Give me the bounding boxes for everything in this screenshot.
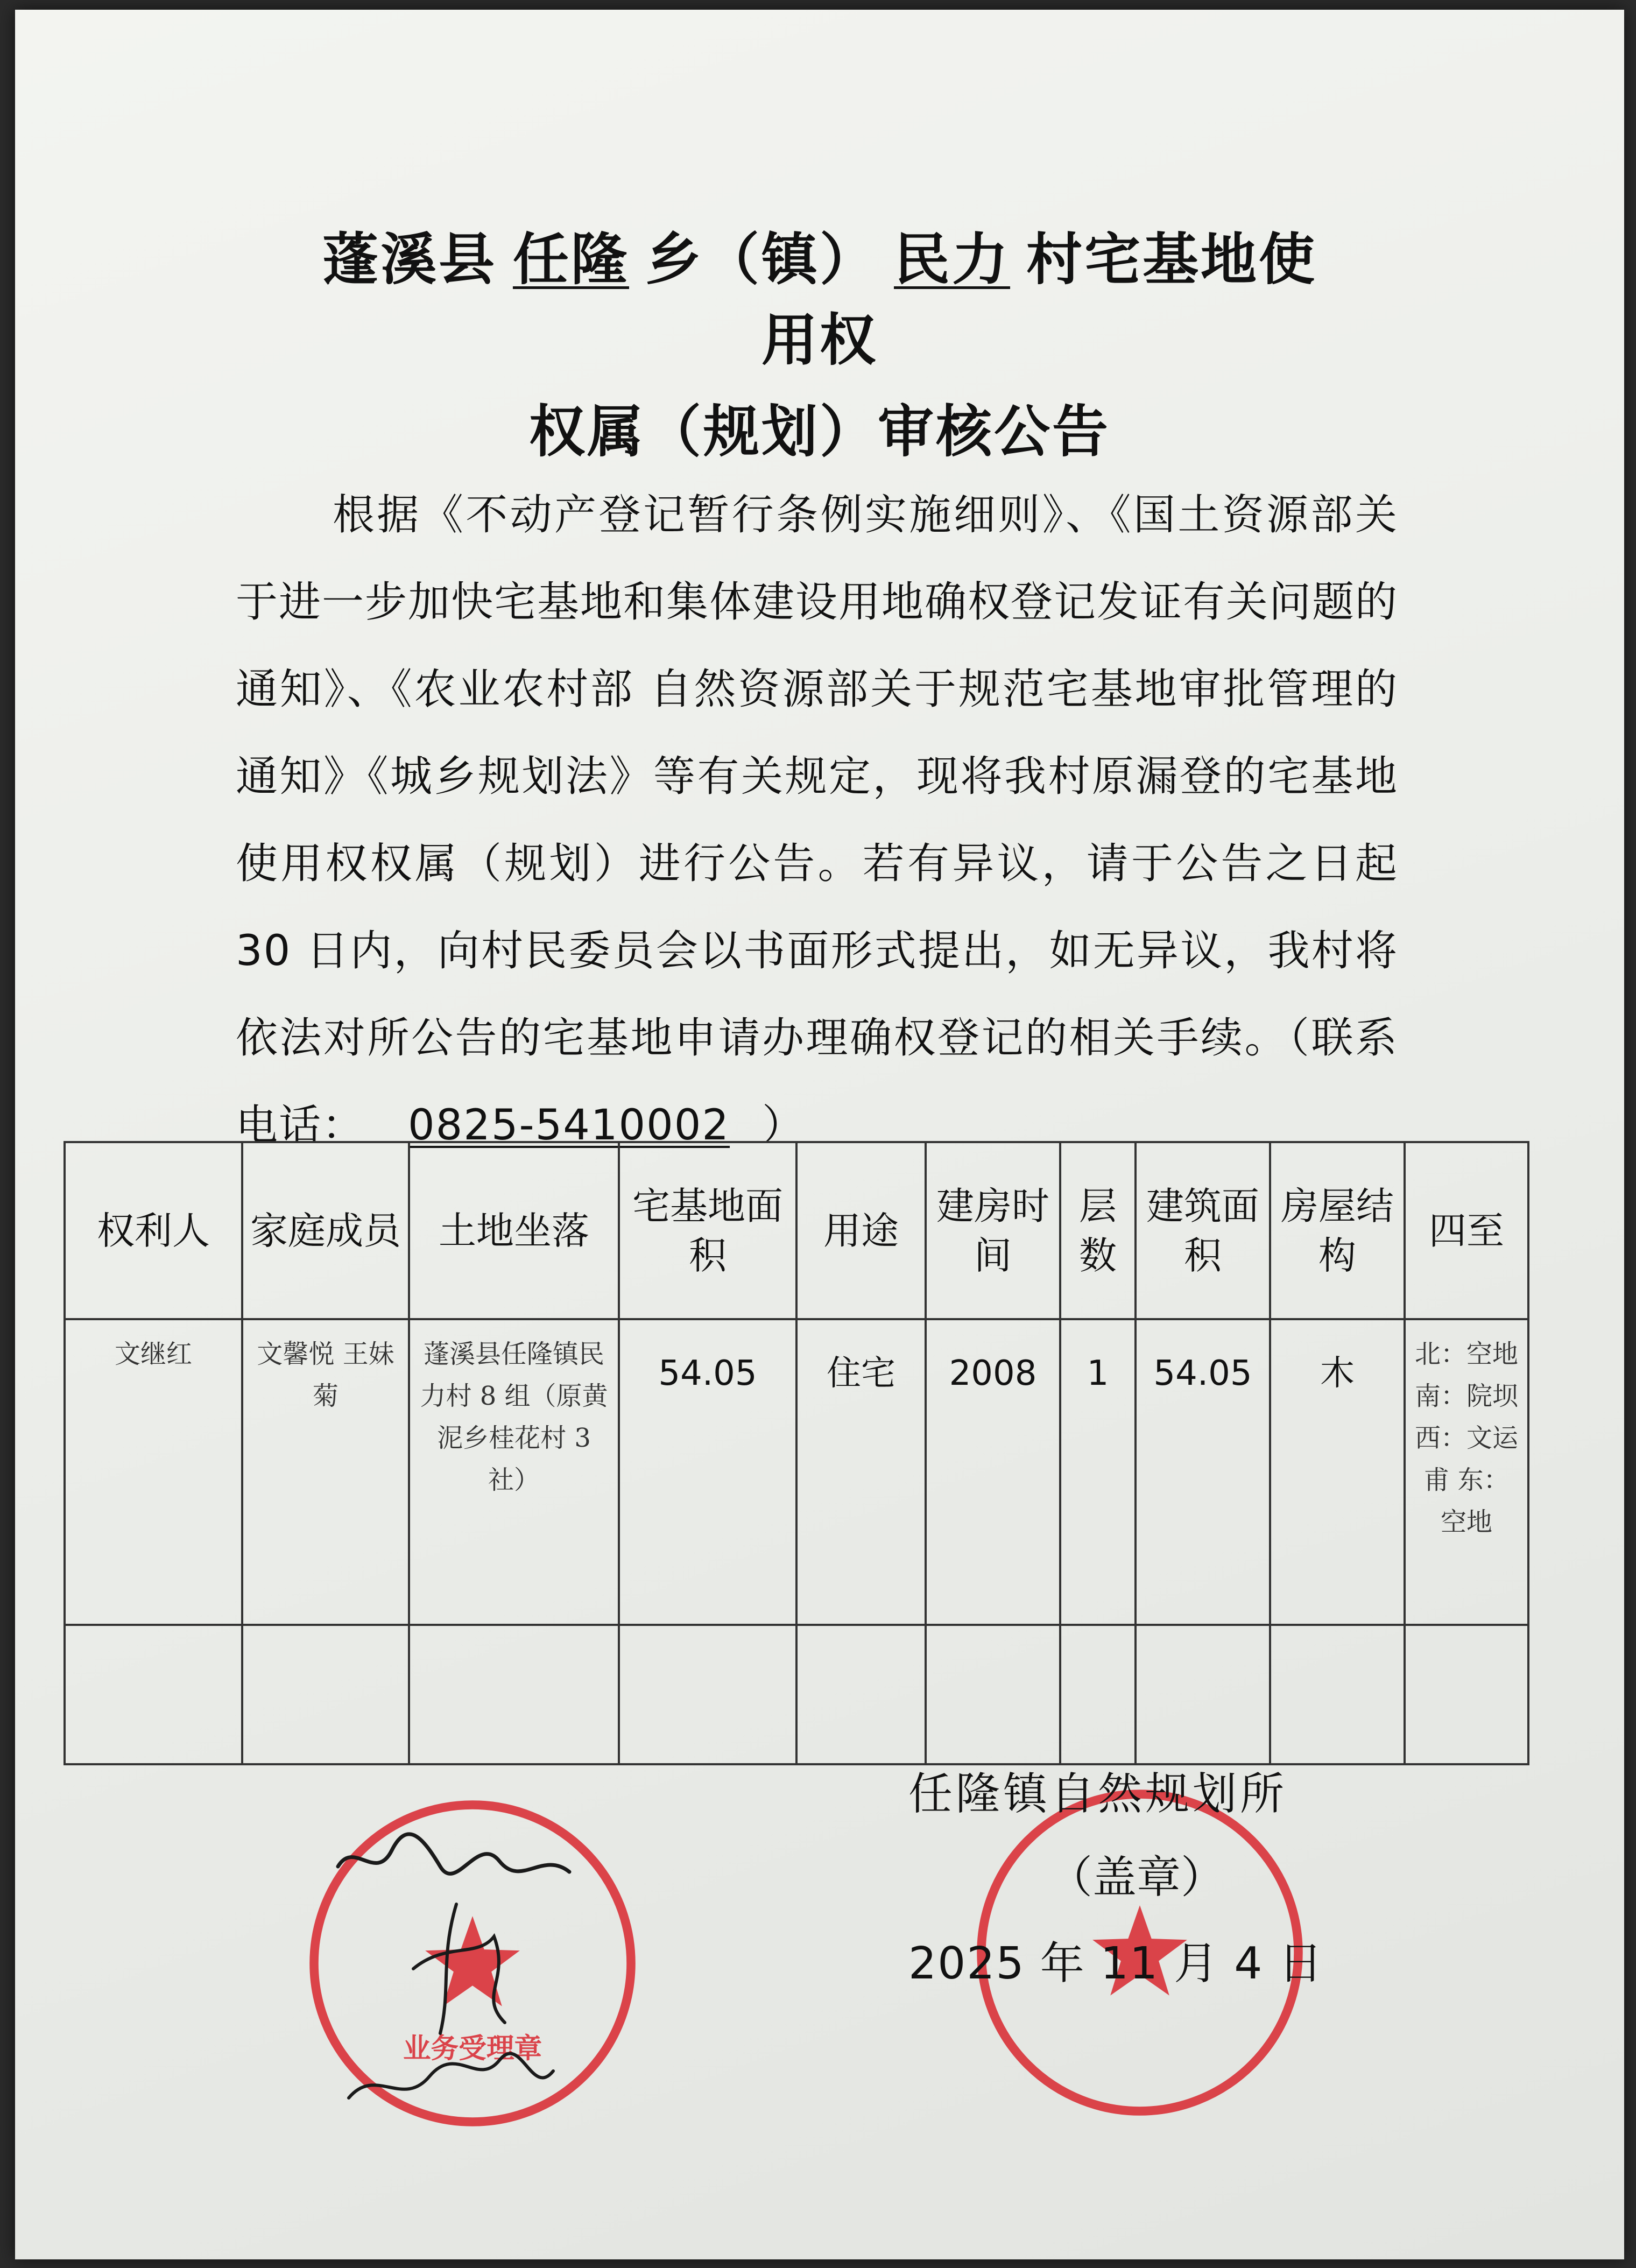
village-suffix: 村宅基地使 — [1026, 227, 1317, 292]
contact-phone: 0825-5410002 — [408, 1101, 730, 1150]
header-floor-area: 建筑面积 — [1136, 1142, 1270, 1319]
header-boundaries: 四至 — [1405, 1142, 1528, 1319]
notice-date: 2025 年 11 月 4 日 — [908, 1938, 1324, 1989]
empty-cell — [1136, 1625, 1270, 1764]
contact-suffix: ） — [762, 1101, 806, 1150]
village-name: 民力 — [894, 227, 1011, 292]
header-use: 用途 — [796, 1142, 926, 1319]
table-row — [65, 1319, 1528, 1625]
township-name: 任隆 — [512, 227, 629, 292]
title-line-3: 权属（规划）审核公告 — [528, 399, 1110, 464]
county-name: 蓬溪县 — [322, 227, 497, 292]
svg-text:业务受理章: 业务受理章 — [403, 2032, 542, 2065]
issuing-org: 任隆镇自然规划所 — [908, 1769, 1288, 1820]
header-structure: 房屋结构 — [1270, 1142, 1405, 1319]
empty-cell — [1270, 1625, 1405, 1764]
empty-cell — [65, 1625, 242, 1764]
header-family: 家庭成员 — [242, 1142, 409, 1319]
table-header-row — [65, 1142, 1528, 1319]
title-line-2: 用权 — [761, 307, 878, 373]
header-site-area: 宅基地面积 — [619, 1142, 796, 1319]
cell-site-area: 54.05 — [619, 1319, 796, 1625]
cell-location: 蓬溪县任隆镇民力村 8 组（原黄泥乡桂花村 3 社） — [409, 1319, 619, 1625]
rights-table — [64, 1141, 1529, 1765]
handwritten-signature — [316, 1818, 586, 2141]
cell-floors: 1 — [1060, 1319, 1136, 1625]
table-row-empty — [65, 1625, 1528, 1764]
contact-prefix: （联系电话： — [236, 1014, 1398, 1150]
empty-cell — [1405, 1625, 1528, 1764]
cell-use: 住宅 — [796, 1319, 926, 1625]
notice-body — [236, 471, 1398, 1169]
cell-family: 文馨悦 王妹菊 — [242, 1319, 409, 1625]
header-location: 土地坐落 — [409, 1142, 619, 1319]
empty-cell — [619, 1625, 796, 1764]
title-line-1 — [15, 214, 1624, 295]
notice-text: 根据《不动产登记暂行条例实施细则》、《国土资源部关于进一步加快宅基地和集体建设用地确权登记发证有关问题的通知》、《农业农村部 自然资源部关于规范宅基地审批管理的通知》《城乡规划法》等有关规定，现将我村原漏登的宅基地使用权权属（规划）进行公告。若有异议，请于公告之日起 30 日内，向村民委员会以书面形式提出，如无异议，我村将依法对所公告的宅基地申请办理确权登记的相关手续。 — [236, 491, 1399, 1062]
empty-cell — [409, 1625, 619, 1764]
empty-cell — [796, 1625, 926, 1764]
notice-paper — [15, 10, 1624, 2259]
seal-note: （盖章） — [1048, 1852, 1225, 1903]
empty-cell — [926, 1625, 1060, 1764]
cell-boundaries: 北：空地 南：院坝 西：文运甫 东：空地 — [1405, 1319, 1528, 1625]
cell-structure: 木 — [1270, 1319, 1405, 1625]
cell-floor-area: 54.05 — [1136, 1319, 1270, 1625]
header-floors: 层数 — [1060, 1142, 1136, 1319]
header-owner: 权利人 — [65, 1142, 242, 1319]
empty-cell — [242, 1625, 409, 1764]
township-suffix: 乡（镇） — [645, 227, 878, 292]
cell-owner: 文继红 — [65, 1319, 242, 1625]
empty-cell — [1060, 1625, 1136, 1764]
cell-build-year: 2008 — [926, 1319, 1060, 1625]
header-build-year: 建房时间 — [926, 1142, 1060, 1319]
